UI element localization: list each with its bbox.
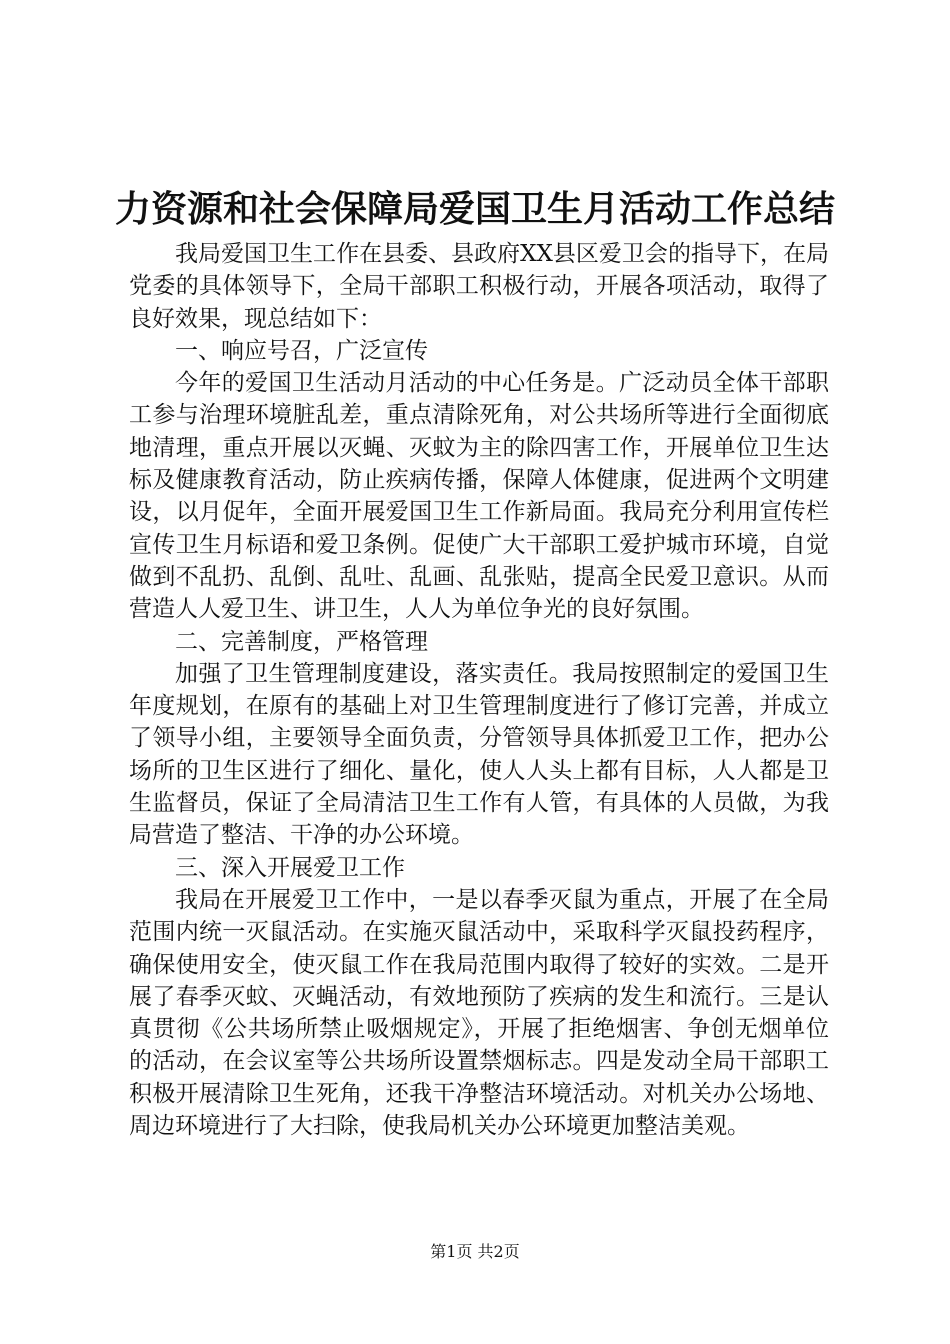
- section-heading-2: 二、完善制度，严格管理: [175, 628, 428, 655]
- section-paragraph-3: 我局在开展爱卫工作中，一是以春季灭鼠为重点，开展了在全局范围内统一灭鼠活动。在实施灭鼠活动中，采取科学灭鼠投药程序，确保使用安全，使灭鼠工作在我局范围内取得了较好的实效。二是开展了春季灭蚊、灭蝇活动，有效地预防了疾病的发生和流行。三是认真贯彻《公共场所禁止吸烟规定》，开展了拒绝烟害、争创无烟单位的活动，在会议室等公共场所设置禁烟标志。四是发动全局干部职工积极开展清除卫生死角，还我干净整洁环境活动。对机关办公场地、周边环境进行了大扫除，使我局机关办公环境更加整洁美观。: [129, 886, 829, 1140]
- page-footer: 第1页 共2页: [430, 1242, 520, 1261]
- section-paragraph-2: 加强了卫生管理制度建设，落实责任。我局按照制定的爱国卫生年度规划，在原有的基础上对卫生管理制度进行了修订完善，并成立了领导小组，主要领导全面负责，分管领导具体抓爱卫工作，把办公场所的卫生区进行了细化、量化，使人人头上都有目标，人人都是卫生监督员，保证了全局清洁卫生工作有人管，有具体的人员做，为我局营造了整洁、干净的办公环境。: [129, 660, 829, 849]
- section-paragraph-1: 今年的爱国卫生活动月活动的中心任务是。广泛动员全体干部职工参与治理环境脏乱差，重点清除死角，对公共场所等进行全面彻底地清理，重点开展以灭蝇、灭蚊为主的除四害工作，开展单位卫生达标及健康教育活动，防止疾病传播，保障人体健康，促进两个文明建设，以月促年，全面开展爱国卫生工作新局面。我局充分利用宣传栏宣传卫生月标语和爱卫条例。促使广大干部职工爱护城市环境，自觉做到不乱扔、乱倒、乱吐、乱画、乱张贴，提高全民爱卫意识。从而营造人人爱卫生、讲卫生，人人为单位争光的良好氛围。: [129, 370, 829, 623]
- document-body: [129, 238, 829, 1142]
- intro-paragraph: 我局爱国卫生工作在县委、县政府XX县区爱卫会的指导下，在局党委的具体领导下，全局干部职工积极行动，开展各项活动，取得了良好效果，现总结如下：: [129, 241, 829, 332]
- document-title: 力资源和社会保障局爱国卫生月活动工作总结: [114, 189, 835, 230]
- section-heading-3: 三、深入开展爱卫工作: [175, 854, 405, 881]
- section-heading-1: 一、响应号召，广泛宣传: [175, 337, 428, 364]
